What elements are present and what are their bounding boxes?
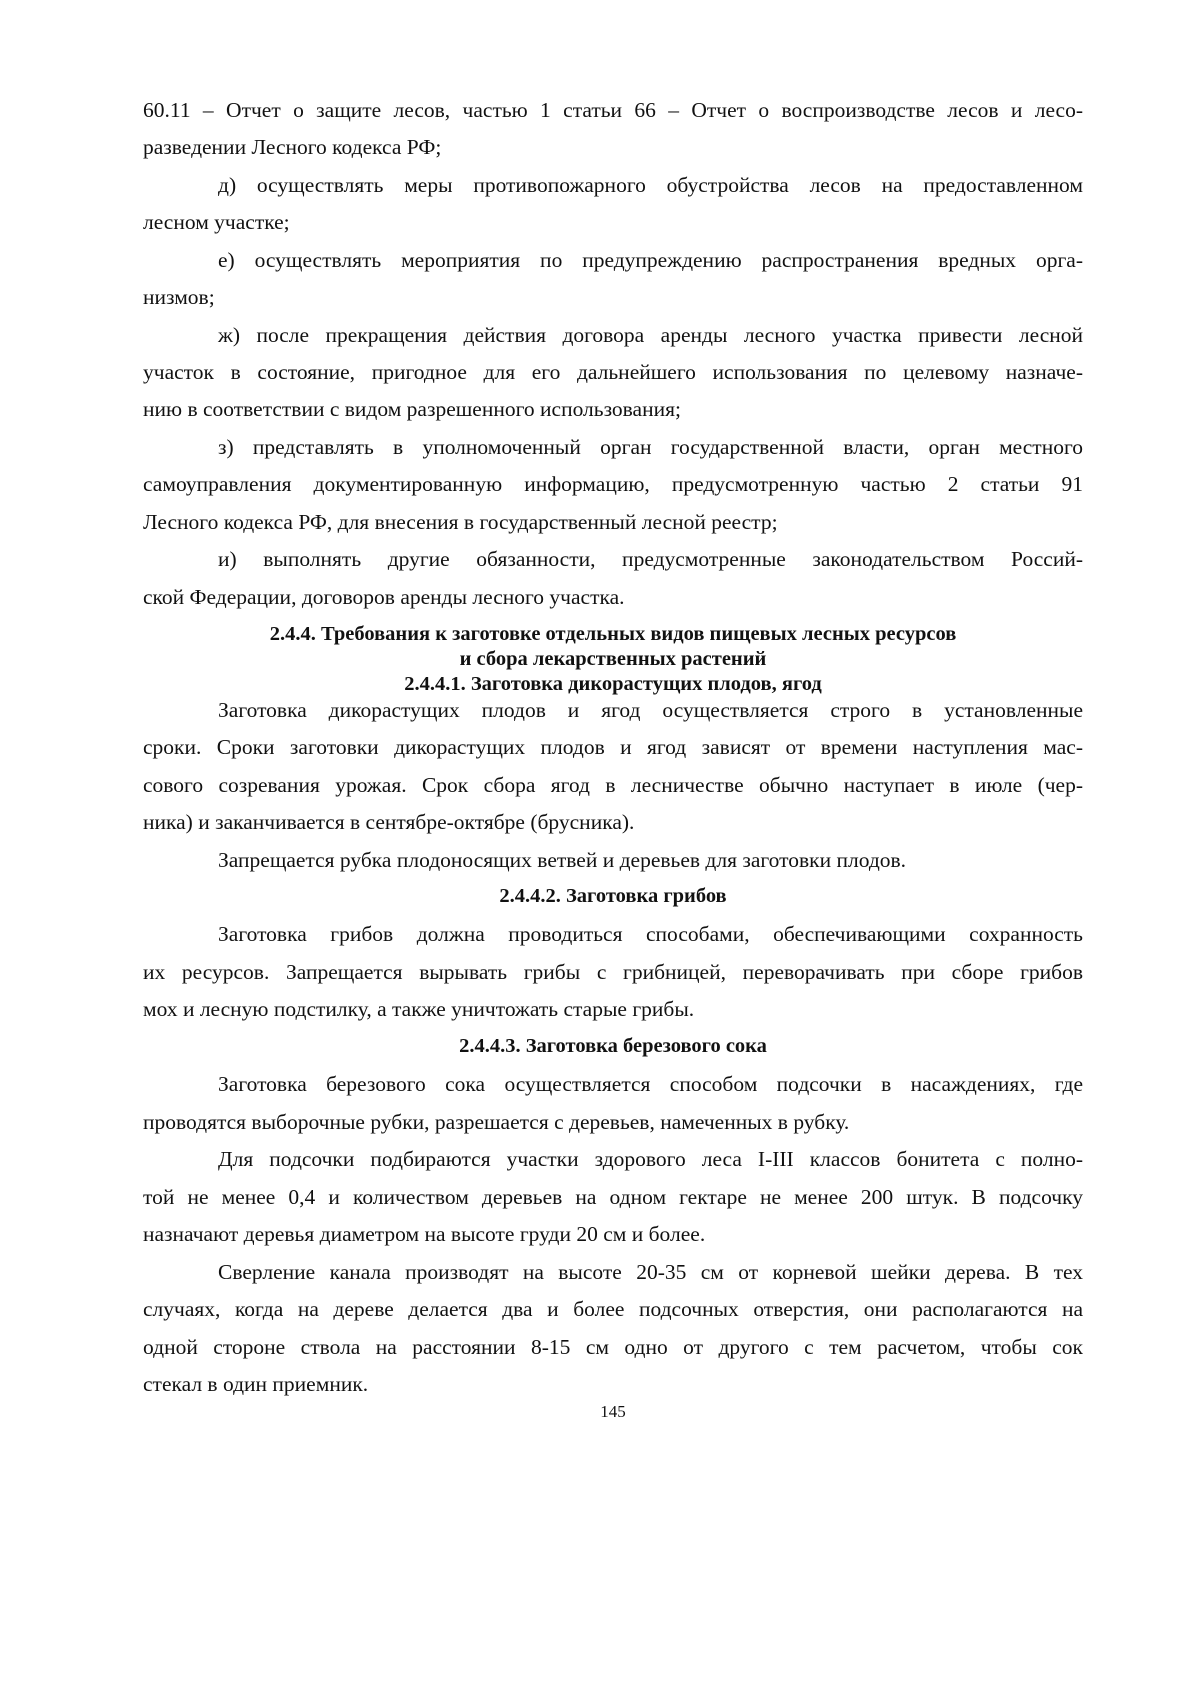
subsection-heading: 2.4.4.3. Заготовка березового сока <box>459 1035 767 1057</box>
text-line: и) выполнять другие обязанности, предусмотренные законодательством Россий- <box>218 547 1083 571</box>
text-line: стекал в один приемник. <box>143 1372 369 1396</box>
text-line: Заготовка грибов должна проводиться способами, обеспечивающими сохранность <box>218 922 1083 946</box>
section-heading: и сбора лекарственных растений <box>459 648 767 670</box>
document-page <box>143 96 1083 1616</box>
text-line: проводятся выборочные рубки, разрешается с деревьев, намеченных в рубку. <box>143 1110 850 1134</box>
text-line: лесном участке; <box>143 210 290 234</box>
text-line: ника) и заканчивается в сентябре-октябре (брусника). <box>143 810 635 834</box>
text-line: Лесного кодекса РФ, для внесения в государственный лесной реестр; <box>143 510 778 534</box>
subsection-heading: 2.4.4.1. Заготовка дикорастущих плодов, ягод <box>404 673 822 695</box>
text-line: одной стороне ствола на расстоянии 8-15 см одно от другого с тем расчетом, чтобы сок <box>143 1335 1083 1359</box>
text-line: участок в состояние, пригодное для его дальнейшего использования по целевому назначе- <box>143 360 1083 384</box>
text-line: Заготовка березового сока осуществляется способом подсочки в насаждениях, где <box>218 1072 1083 1096</box>
text-line: нию в соответствии с видом разрешенного использования; <box>143 397 681 421</box>
text-line: мох и лесную подстилку, а также уничтожать старые грибы. <box>143 997 695 1021</box>
text-line: назначают деревья диаметром на высоте груди 20 см и более. <box>143 1222 706 1246</box>
text-line: ской Федерации, договоров аренды лесного участка. <box>143 585 625 609</box>
text-line: Заготовка дикорастущих плодов и ягод осуществляется строго в установленные <box>218 698 1083 722</box>
text-line: сового созревания урожая. Срок сбора ягод в лесничестве обычно наступает в июле (чер- <box>143 773 1083 797</box>
section-heading: 2.4.4. Требования к заготовке отдельных видов пищевых лесных ресурсов <box>269 623 957 645</box>
subsection-heading: 2.4.4.2. Заготовка грибов <box>499 885 727 907</box>
text-line: низмов; <box>143 285 215 309</box>
text-line: сроки. Сроки заготовки дикорастущих плодов и ягод зависят от времени наступления мас- <box>143 735 1083 759</box>
text-line: 60.11 – Отчет о защите лесов, частью 1 статьи 66 – Отчет о воспроизводстве лесов и лесо- <box>143 98 1083 122</box>
text-line: Запрещается рубка плодоносящих ветвей и деревьев для заготовки плодов. <box>218 848 907 872</box>
text-line: д) осуществлять меры противопожарного обустройства лесов на предоставленном <box>218 173 1083 197</box>
text-line: их ресурсов. Запрещается вырывать грибы с грибницей, переворачивать при сборе грибов <box>143 960 1083 984</box>
text-line: самоуправления документированную информацию, предусмотренную частью 2 статьи 91 <box>143 472 1083 496</box>
text-line: случаях, когда на дереве делается два и более подсочных отверстия, они располагаются на <box>143 1297 1083 1321</box>
text-line: е) осуществлять мероприятия по предупреждению распространения вредных орга- <box>218 248 1083 272</box>
text-line: з) представлять в уполномоченный орган государственной власти, орган местного <box>218 435 1083 459</box>
text-line: той не менее 0,4 и количеством деревьев на одном гектаре не менее 200 штук. В подсочку <box>143 1185 1083 1209</box>
text-line: ж) после прекращения действия договора аренды лесного участка привести лесной <box>218 323 1083 347</box>
text-line: разведении Лесного кодекса РФ; <box>143 135 442 159</box>
text-line: Для подсочки подбираются участки здорового леса I-III классов бонитета с полно- <box>218 1147 1083 1171</box>
page-number: 145 <box>600 1402 626 1421</box>
text-line: Сверление канала производят на высоте 20-35 см от корневой шейки дерева. В тех <box>218 1260 1083 1284</box>
